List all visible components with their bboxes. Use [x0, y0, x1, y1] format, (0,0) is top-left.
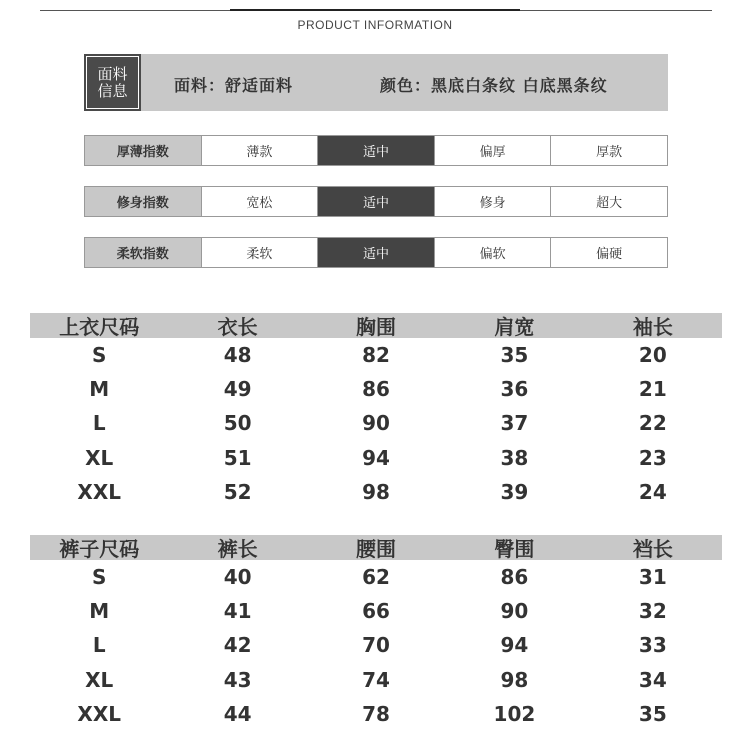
table-cell: 86 [362, 377, 390, 402]
table-cell: 94 [362, 445, 390, 470]
table-cell: 82 [362, 343, 390, 368]
pants-size-table [30, 535, 722, 731]
table-cell: L [92, 411, 106, 436]
table-cell: 24 [638, 479, 667, 504]
table-row [30, 663, 722, 697]
table-cell: 34 [638, 667, 667, 692]
table-row [30, 697, 722, 731]
table-cell: 74 [362, 667, 390, 692]
header-cell: 衣长 [217, 315, 258, 339]
table-cell: 43 [223, 667, 252, 692]
table-cell: 98 [362, 479, 390, 504]
table-row [30, 628, 722, 662]
table-cell: 41 [223, 599, 252, 624]
table-cell: 44 [223, 701, 252, 726]
header-cell: 臀围 [494, 537, 535, 561]
index-option-selected: 适中 [317, 187, 434, 216]
index-option: 偏厚 [434, 136, 551, 165]
thickness-index-row [84, 135, 668, 166]
table-cell: 22 [638, 411, 667, 436]
index-label: 厚薄指数 [85, 136, 201, 165]
table-cell: S [92, 343, 107, 368]
table-cell: 33 [638, 633, 667, 658]
table-cell: 94 [500, 633, 529, 658]
index-option: 偏硬 [550, 238, 667, 267]
table-cell: 23 [638, 445, 667, 470]
fabric-tag-line2: 信息 [97, 81, 128, 100]
index-option: 薄款 [201, 136, 318, 165]
table-row [30, 338, 722, 372]
fabric-info-box [84, 54, 668, 111]
table-cell: 98 [500, 667, 529, 692]
table-cell: 35 [638, 701, 667, 726]
table-cell: 49 [223, 377, 252, 402]
table-row [30, 475, 722, 509]
table-cell: XXL [77, 701, 121, 726]
table-cell: 48 [223, 343, 252, 368]
table-row [30, 372, 722, 406]
header-line-left [40, 10, 230, 11]
table-cell: XL [85, 667, 114, 692]
table-cell: 40 [223, 565, 252, 590]
top-size-table [30, 313, 722, 509]
header-cell: 胸围 [356, 315, 397, 339]
table-cell: 42 [223, 633, 252, 658]
fabric-info-tag [84, 54, 141, 111]
header-cell: 上衣尺码 [59, 315, 140, 339]
fit-index-row [84, 186, 668, 217]
table-cell: XXL [77, 479, 121, 504]
table-cell: 62 [362, 565, 390, 590]
table-cell: 102 [493, 701, 536, 726]
softness-index-row [84, 237, 668, 268]
header-cell: 裤子尺码 [59, 537, 140, 561]
header-cell: 腰围 [356, 537, 397, 561]
index-label: 修身指数 [85, 187, 201, 216]
header-cell: 袖长 [632, 315, 673, 339]
table-cell: 39 [500, 479, 529, 504]
table-cell: S [92, 565, 107, 590]
table-cell: 21 [638, 377, 667, 402]
fabric-tag-line1: 面料 [97, 64, 128, 83]
table-cell: 90 [500, 599, 529, 624]
header-cell: 肩宽 [494, 315, 535, 339]
table-cell: 31 [638, 565, 667, 590]
section-title: PRODUCT INFORMATION [297, 18, 453, 32]
table-header [30, 535, 722, 560]
table-cell: 90 [362, 411, 390, 436]
table-cell: 36 [500, 377, 529, 402]
table-cell: 50 [223, 411, 252, 436]
index-option: 修身 [434, 187, 551, 216]
header-line-right [520, 10, 712, 11]
table-cell: M [89, 377, 110, 402]
table-cell: 66 [362, 599, 390, 624]
table-cell: 38 [500, 445, 529, 470]
table-row [30, 441, 722, 475]
index-option-selected: 适中 [317, 136, 434, 165]
table-cell: 20 [638, 343, 667, 368]
table-cell: M [89, 599, 110, 624]
header-cell: 裆长 [632, 537, 673, 561]
table-row [30, 594, 722, 628]
table-cell: 35 [500, 343, 529, 368]
index-option: 厚款 [550, 136, 667, 165]
index-option-selected: 适中 [317, 238, 434, 267]
index-option: 偏软 [434, 238, 551, 267]
table-row [30, 560, 722, 594]
table-cell: 51 [223, 445, 252, 470]
table-cell: 52 [223, 479, 252, 504]
header-cell: 裤长 [217, 537, 258, 561]
index-label: 柔软指数 [85, 238, 201, 267]
index-option: 超大 [550, 187, 667, 216]
table-cell: 32 [638, 599, 667, 624]
table-cell: 70 [362, 633, 390, 658]
fabric-color: 颜色：黑底白条纹 白底黑条纹 [380, 76, 608, 95]
index-option: 宽松 [201, 187, 318, 216]
table-cell: 86 [500, 565, 529, 590]
fabric-material: 面料：舒适面料 [174, 76, 294, 95]
table-cell: XL [85, 445, 114, 470]
header-line-mid [230, 9, 520, 11]
table-cell: 37 [500, 411, 529, 436]
table-cell: L [92, 633, 106, 658]
index-option: 柔软 [201, 238, 318, 267]
table-row [30, 406, 722, 440]
table-header [30, 313, 722, 338]
table-cell: 78 [362, 701, 390, 726]
